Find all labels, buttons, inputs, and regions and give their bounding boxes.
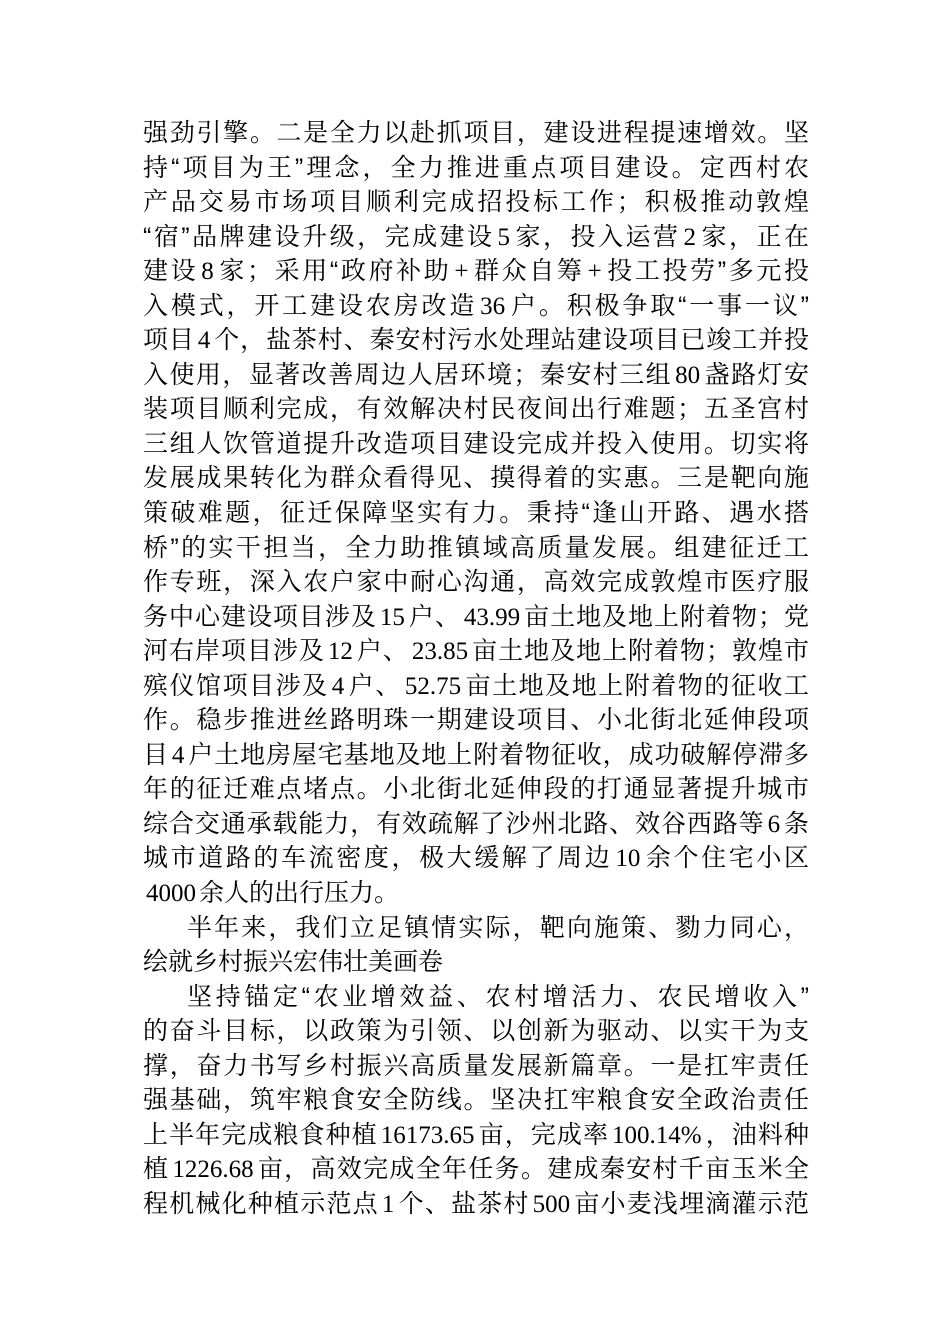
- numeral: 100.14%: [612, 1121, 702, 1149]
- text-line: 持“项目为王”理念，全力推进重点项目建设。定西村农: [143, 153, 809, 182]
- numeral: 43.99: [463, 603, 521, 631]
- numeral: 1: [381, 1190, 395, 1218]
- text-line: 策破难题，征迁保障坚实有力。秉持“逢山开路、遇水搭: [143, 499, 809, 528]
- numeral: 36: [480, 292, 506, 320]
- numeral: 2: [683, 223, 696, 251]
- text-line: 项目 4 个，盐茶村、秦安村污水处理站建设项目已竣工并投: [143, 326, 809, 355]
- numeral: 500: [532, 1190, 571, 1218]
- numeral: 4: [197, 327, 211, 355]
- text-line: 殡仪馆项目涉及 4 户、 52.75 亩土地及地上附着物的征收工: [143, 671, 809, 700]
- text-line: 入使用，显著改善周边人居环境；秦安村三组 80 盏路灯安: [143, 360, 809, 389]
- document-body: [143, 116, 809, 1222]
- paragraph: [143, 116, 809, 911]
- numeral: 4: [171, 741, 185, 769]
- text-line: 上半年完成粮食种植 16173.65 亩，完成率 100.14% ，油料种: [143, 1120, 809, 1149]
- text-line: 目 4 户土地房屋宅基地及地上附着物征收，成功破解停滞多: [143, 740, 809, 769]
- text-line: 作专班，深入农户家中耐心沟通，高效完成敦煌市医疗服: [143, 568, 809, 597]
- numeral: 1226.68: [172, 1156, 254, 1184]
- text-line: 绘就乡村振兴宏伟壮美画卷: [143, 948, 444, 977]
- numeral: 52.75: [404, 672, 462, 700]
- text-line: 装项目顺利完成，有效解决村民夜间出行难题；五圣宫村: [143, 395, 809, 424]
- text-line: 城市道路的车流密度，极大缓解了周边 10 余个住宅小区: [143, 844, 809, 873]
- text-line: 撑，奋力书写乡村振兴高质量发展新篇章。一是扛牢责任: [143, 1051, 809, 1080]
- text-line: 程机械化种植示范点 1 个、盐茶村 500 亩小麦浅埋滴灌示范: [143, 1189, 809, 1218]
- text-line: 发展成果转化为群众看得见、摸得着的实惠。三是靶向施: [143, 464, 809, 493]
- numeral: 23.85: [411, 638, 469, 666]
- text-line: 河右岸项目涉及 12 户、 23.85 亩土地及地上附着物；敦煌市: [143, 637, 809, 666]
- paragraph: [143, 911, 809, 980]
- text-line: 半年来，我们立足镇情实际，靶向施策、勠力同心，: [187, 913, 809, 942]
- text-line: 植 1226.68 亩，高效完成全年任务。建成秦安村千亩玉米全: [143, 1155, 809, 1184]
- numeral: 4: [331, 672, 345, 700]
- text-line: 年的征迁难点堵点。小北街北延伸段的打通显著提升城市: [143, 775, 809, 804]
- text-line: 综合交通承载能力，有效疏解了沙州北路、效谷西路等 6 条: [143, 809, 809, 838]
- numeral: 4000: [146, 880, 196, 908]
- text-line: 强基础，筑牢粮食安全防线。坚决扛牢粮食安全政治责任: [143, 1086, 809, 1115]
- numeral: 80: [675, 361, 701, 389]
- numeral: +: [454, 258, 469, 286]
- numeral: 8: [201, 258, 214, 286]
- paragraph: [143, 980, 809, 1222]
- text-line: 桥”的实干担当，全力助推镇域高质量发展。组建征迁工: [143, 533, 809, 562]
- text-line: 坚持锚定“农业增效益、农村增活力、农民增收入”: [187, 982, 809, 1011]
- text-line: 强劲引擎。二是全力以赴抓项目，建设进程提速增效。坚: [143, 119, 809, 147]
- text-line: 4000 余人的出行压力。: [143, 876, 809, 911]
- numeral: 15: [379, 603, 405, 631]
- text-line: 作。稳步推进丝路明珠一期建设项目、小北街北延伸段项: [143, 706, 809, 735]
- numeral: 10: [615, 845, 641, 873]
- text-line: 务中心建设项目涉及 15 户、 43.99 亩土地及地上附着物；党: [143, 602, 809, 631]
- text-line: “宿”品牌建设升级，完成建设 5 家，投入运营 2 家，正在: [143, 222, 809, 251]
- text-line: 产品交易市场项目顺利完成招投标工作；积极推动敦煌: [143, 188, 809, 217]
- text-line: 的奋斗目标，以政策为引领、以创新为驱动、以实干为支: [143, 1017, 809, 1046]
- text-line: 三组人饮管道提升改造项目建设完成并投入使用。切实将: [143, 429, 809, 458]
- text-line: 建设 8 家；采用“政府补助 + 群众自筹 + 投工投劳”多元投: [143, 257, 809, 286]
- numeral: 5: [497, 223, 511, 251]
- text-line: 入模式，开工建设农房改造 36 户。积极争取“一事一议”: [143, 291, 809, 320]
- numeral: 16173.65: [380, 1121, 475, 1149]
- numeral: +: [587, 258, 602, 286]
- numeral: 6: [767, 810, 781, 838]
- numeral: 12: [327, 638, 353, 666]
